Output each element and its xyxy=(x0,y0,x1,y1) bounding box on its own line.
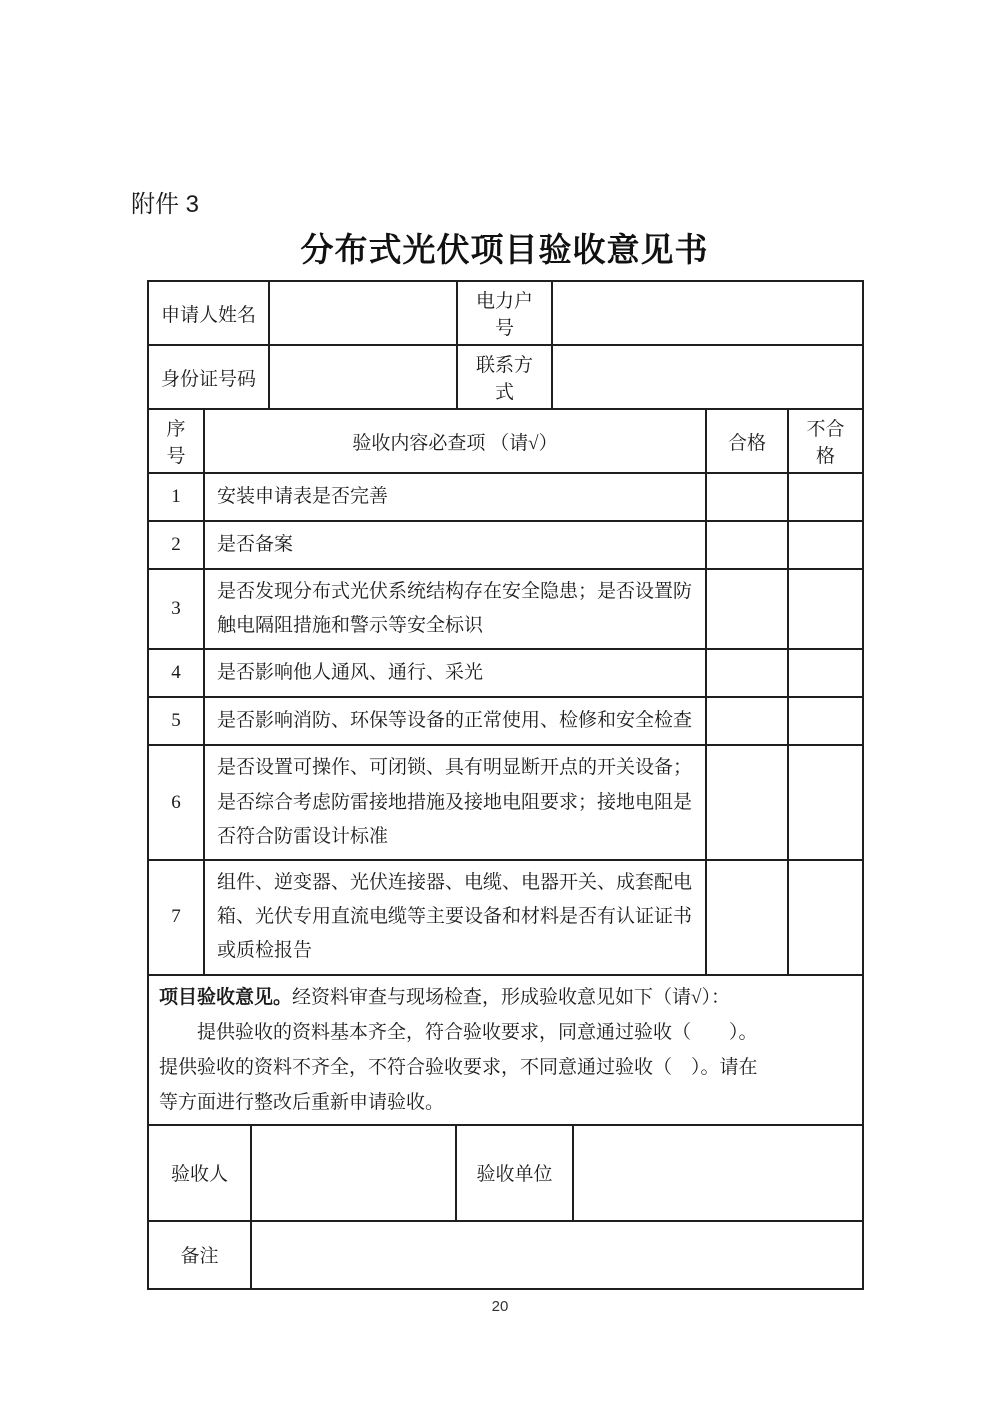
id-number-value xyxy=(269,345,457,409)
acceptor-label: 验收人 xyxy=(148,1125,251,1221)
remarks-label: 备注 xyxy=(148,1221,251,1289)
item-no: 3 xyxy=(148,569,204,649)
id-number-label: 身份证号码 xyxy=(148,345,269,409)
pass-cell xyxy=(706,569,788,649)
fail-cell xyxy=(788,521,863,569)
opinion-intro: 经资料审查与现场检查，形成验收意见如下（请√）： xyxy=(292,986,730,1008)
fail-cell xyxy=(788,860,863,975)
column-header-pass: 合格 xyxy=(706,409,788,473)
signoff-table xyxy=(147,1124,864,1222)
checklist-table xyxy=(147,408,864,976)
fail-cell xyxy=(788,649,863,697)
opinion-table xyxy=(147,974,864,1126)
pass-cell xyxy=(706,649,788,697)
page-number: 20 xyxy=(491,1298,509,1315)
item-content: 是否发现分布式光伏系统结构存在安全隐患；是否设置防触电隔阻措施和警示等安全标识 xyxy=(204,569,706,649)
item-content: 是否设置可操作、可闭锁、具有明显断开点的开关设备；是否综合考虑防雷接地措施及接地电阻要求；接地电阻是否符合防雷设计标准 xyxy=(204,745,706,860)
table-row xyxy=(148,521,863,569)
applicant-info-table xyxy=(147,280,864,410)
item-content: 是否影响消防、环保等设备的正常使用、检修和安全检查 xyxy=(204,697,706,745)
remarks-value xyxy=(251,1221,863,1289)
contact-value xyxy=(552,345,863,409)
item-no: 1 xyxy=(148,473,204,521)
checklist-header-row xyxy=(148,409,863,473)
form-tables xyxy=(147,280,862,1290)
table-row xyxy=(148,697,863,745)
table-row xyxy=(148,860,863,975)
table-row xyxy=(148,745,863,860)
power-account-value xyxy=(552,281,863,345)
attachment-label: 附件 3 xyxy=(131,191,200,218)
pass-cell xyxy=(706,473,788,521)
acceptor-value xyxy=(251,1125,456,1221)
applicant-name-value xyxy=(269,281,457,345)
fail-cell xyxy=(788,745,863,860)
item-content: 是否备案 xyxy=(204,521,706,569)
table-row xyxy=(148,1221,863,1289)
column-header-fail: 不合格 xyxy=(788,409,863,473)
column-header-no: 序号 xyxy=(148,409,204,473)
opinion-intro-line xyxy=(159,980,852,1015)
opinion-tail-line: 等方面进行整改后重新申请验收。 xyxy=(159,1091,445,1113)
table-row xyxy=(148,281,863,345)
contact-label: 联系方式 xyxy=(457,345,552,409)
opinion-disagree-line: 提供验收的资料不齐全，不符合验收要求，不同意通过验收（ ）。请在 xyxy=(159,1056,758,1078)
table-row xyxy=(148,473,863,521)
table-row xyxy=(148,345,863,409)
acceptance-unit-label: 验收单位 xyxy=(456,1125,573,1221)
table-row xyxy=(148,975,863,1125)
item-no: 6 xyxy=(148,745,204,860)
column-header-content: 验收内容必查项 （请√） xyxy=(204,409,706,473)
item-content: 是否影响他人通风、通行、采光 xyxy=(204,649,706,697)
item-no: 4 xyxy=(148,649,204,697)
power-account-label: 电力户号 xyxy=(457,281,552,345)
opinion-section xyxy=(148,975,863,1125)
table-row xyxy=(148,1125,863,1221)
table-row xyxy=(148,569,863,649)
pass-cell xyxy=(706,521,788,569)
fail-cell xyxy=(788,697,863,745)
acceptance-unit-value xyxy=(573,1125,863,1221)
table-row xyxy=(148,649,863,697)
applicant-name-label: 申请人姓名 xyxy=(148,281,269,345)
opinion-heading: 项目验收意见。 xyxy=(159,986,293,1008)
pass-cell xyxy=(706,697,788,745)
item-no: 2 xyxy=(148,521,204,569)
remarks-table xyxy=(147,1220,864,1290)
pass-cell xyxy=(706,860,788,975)
opinion-agree-line: 提供验收的资料基本齐全，符合验收要求，同意通过验收（ ）。 xyxy=(197,1021,758,1043)
fail-cell xyxy=(788,473,863,521)
item-no: 5 xyxy=(148,697,204,745)
page-title: 分布式光伏项目验收意见书 xyxy=(300,231,709,268)
item-content: 安装申请表是否完善 xyxy=(204,473,706,521)
fail-cell xyxy=(788,569,863,649)
item-no: 7 xyxy=(148,860,204,975)
pass-cell xyxy=(706,745,788,860)
item-content: 组件、逆变器、光伏连接器、电缆、电器开关、成套配电箱、光伏专用直流电缆等主要设备和材料是否有认证证书或质检报告 xyxy=(204,860,706,975)
